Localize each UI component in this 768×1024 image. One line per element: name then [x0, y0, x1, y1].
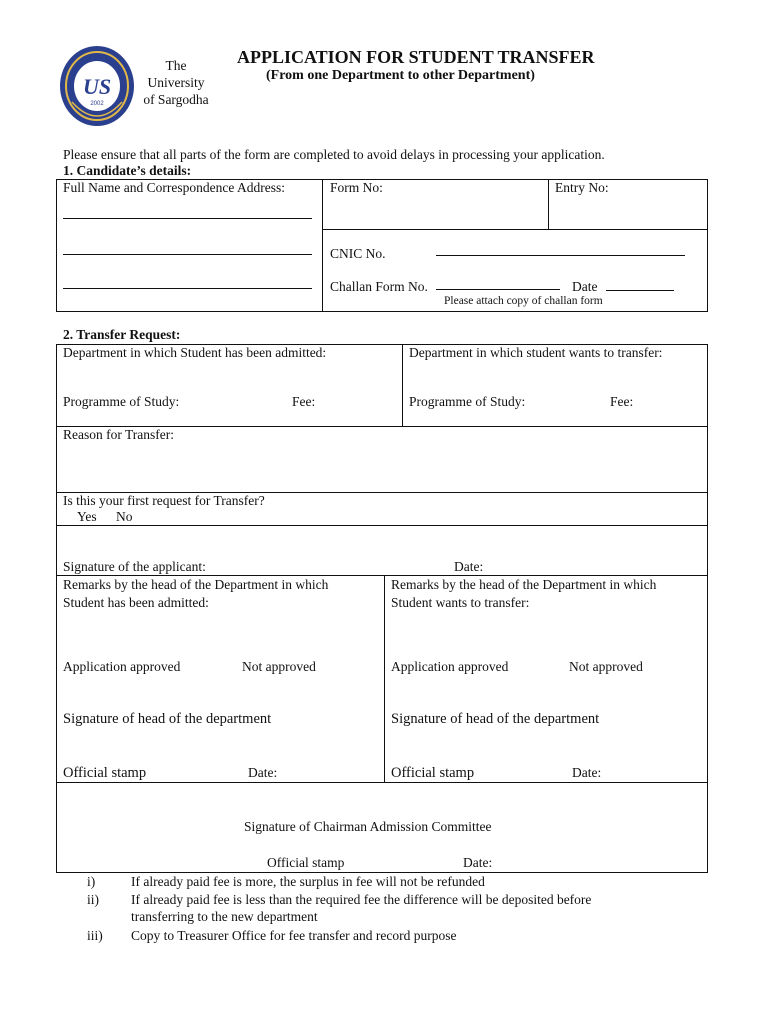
right-stamp-date-label: Date: — [572, 765, 602, 780]
note-1-text: If already paid fee is more, the surplus in fee will not be refunded — [131, 874, 485, 889]
programme-left-label: Programme of Study: — [63, 394, 180, 409]
reason-label: Reason for Transfer: — [63, 427, 174, 442]
full-name-label: Full Name and Correspondence Address: — [63, 180, 285, 195]
right-not-approved-option[interactable]: Not approved — [569, 659, 643, 674]
right-official-stamp-label: Official stamp — [391, 765, 475, 781]
form-subtitle: (From one Department to other Department) — [266, 68, 535, 83]
attach-note: Please attach copy of challan form — [444, 295, 603, 307]
challan-label: Challan Form No. — [330, 279, 428, 294]
left-head-signature-label: Signature of head of the department — [63, 711, 272, 727]
section2-heading: 2. Transfer Request: — [63, 327, 181, 342]
remarks-left-line2: Student has been admitted: — [63, 595, 209, 610]
applicant-signature-label: Signature of the applicant: — [63, 559, 206, 574]
applicant-date-label: Date: — [454, 559, 484, 574]
no-option[interactable]: No — [116, 509, 133, 524]
svg-text:2002: 2002 — [90, 101, 104, 107]
note-1-number: i) — [87, 874, 96, 889]
university-line-2: University — [147, 75, 205, 90]
entry-no-label: Entry No: — [555, 180, 609, 195]
note-2-text-continued: transferring to the new department — [131, 909, 318, 924]
remarks-right-line1: Remarks by the head of the Department in which — [391, 577, 657, 592]
remarks-right-line2: Student wants to transfer: — [391, 595, 530, 610]
university-line-1: The — [165, 58, 187, 73]
intro-text: Please ensure that all parts of the form are completed to avoid delays in processing your application. — [63, 147, 605, 162]
programme-right-label: Programme of Study: — [409, 394, 526, 409]
address-line-1[interactable] — [63, 218, 312, 219]
left-approved-option[interactable]: Application approved — [63, 659, 181, 674]
first-request-label: Is this your first request for Transfer? — [63, 493, 265, 508]
address-line-2[interactable] — [63, 254, 312, 255]
university-name — [140, 57, 212, 108]
right-head-signature-label: Signature of head of the department — [391, 711, 600, 727]
note-2-number: ii) — [87, 892, 99, 907]
form-title: APPLICATION FOR STUDENT TRANSFER — [237, 47, 595, 67]
chairman-date-label: Date: — [463, 855, 493, 870]
left-official-stamp-label: Official stamp — [63, 765, 147, 781]
dept-admitted-label: Department in which Student has been admitted: — [63, 345, 327, 360]
note-2-text: If already paid fee is less than the required fee the difference will be deposited before — [131, 892, 592, 907]
dept-transfer-label: Department in which student wants to transfer: — [409, 345, 663, 360]
challan-date-field[interactable] — [606, 290, 674, 291]
university-seal-logo — [58, 44, 136, 128]
challan-field[interactable] — [436, 289, 560, 290]
university-line-3: of Sargodha — [143, 92, 209, 107]
remarks-left-line1: Remarks by the head of the Department in which — [63, 577, 329, 592]
form-no-label: Form No: — [330, 180, 383, 195]
address-line-3[interactable] — [63, 288, 312, 289]
cnic-field[interactable] — [436, 255, 685, 256]
section1-heading: 1. Candidate’s details: — [63, 163, 192, 178]
fee-right-label: Fee: — [610, 394, 634, 409]
cnic-label: CNIC No. — [330, 246, 386, 261]
left-stamp-date-label: Date: — [248, 765, 278, 780]
chairman-official-stamp-label: Official stamp — [267, 855, 345, 870]
chairman-signature-label: Signature of Chairman Admission Committee — [244, 819, 492, 834]
note-3-number: iii) — [87, 928, 103, 943]
svg-text:US: US — [82, 74, 112, 99]
right-approved-option[interactable]: Application approved — [391, 659, 509, 674]
yes-option[interactable]: Yes — [77, 509, 97, 524]
fee-left-label: Fee: — [292, 394, 316, 409]
left-not-approved-option[interactable]: Not approved — [242, 659, 316, 674]
note-3-text: Copy to Treasurer Office for fee transfer and record purpose — [131, 928, 457, 943]
challan-date-label: Date — [572, 279, 598, 294]
